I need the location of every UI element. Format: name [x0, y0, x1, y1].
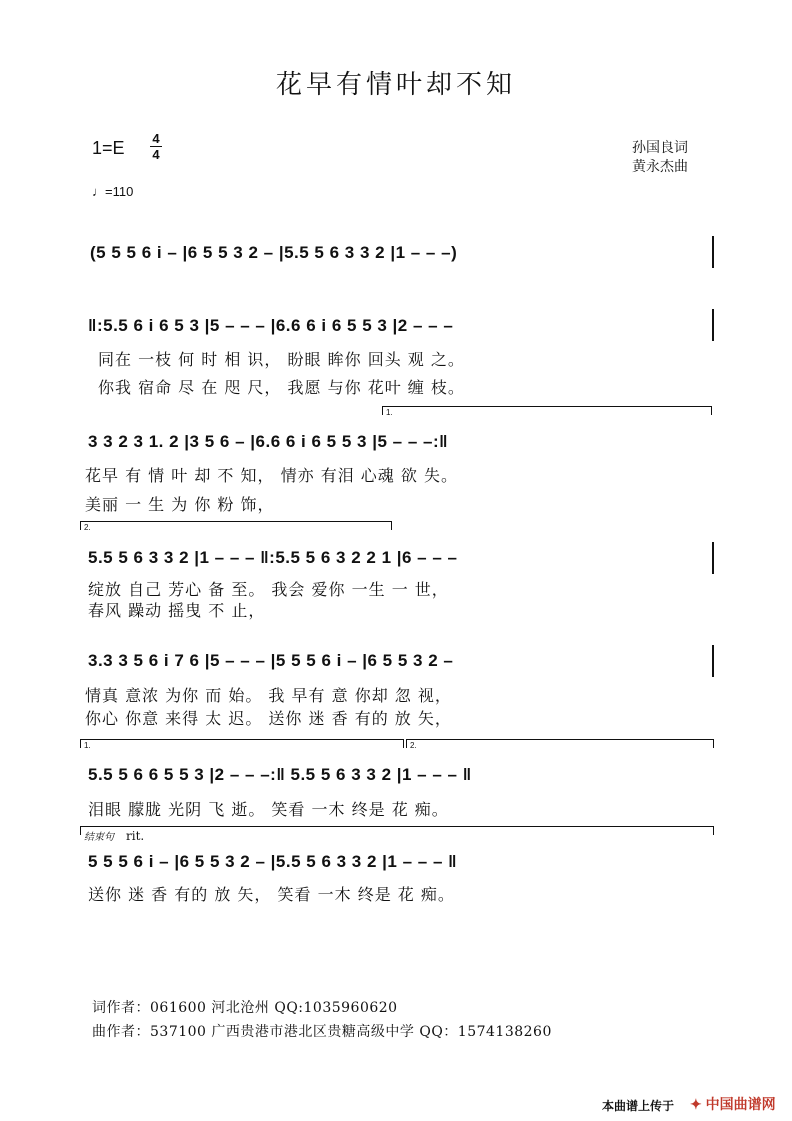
site-logo[interactable]	[690, 1094, 776, 1114]
time-signature-top: 4	[152, 131, 160, 146]
lyricist-credit: 孙国良词	[632, 140, 688, 156]
coda-label: 结束句	[84, 832, 114, 843]
key-signature: 1=E	[92, 138, 125, 158]
lyrics-5-verse-2: 你心 你意 来得 太 迟。 送你 迷 香 有的 放 矢，	[85, 709, 452, 728]
time-signature	[150, 132, 162, 161]
score-line-6: 5.5 5 6 6 5 5 3 |2 – – –:‖ 5.5 5 6 3 3 2 |1 – – – ‖	[88, 765, 472, 784]
volta-2b-label: 2.	[410, 741, 417, 750]
lyrics-4-verse-1: 绽放 自己 芳心 备 至。 我会 爱你 一生 一 世，	[88, 580, 449, 599]
lyrics-2-verse-1: 同在 一枝 何 时 相 识， 盼眼 眸你 回头 观 之。	[98, 350, 465, 369]
footer-lyricist-info: 词作者：061600 河北沧州 QQ:1035960620	[92, 1000, 398, 1016]
score-line-4: 5.5 5 6 3 3 2 |1 – – – ‖:5.5 5 6 3 2 2 1 |6 – – –	[88, 548, 458, 567]
lyrics-6: 泪眼 朦胧 光阴 飞 逝。 笑看 一木 终是 花 痴。	[88, 800, 449, 819]
lyrics-2-verse-2: 你我 宿命 尽 在 咫 尺， 我愿 与你 花叶 缠 枝。	[98, 378, 465, 397]
score-line-3: 3 3 2 3 1. 2 |3 5 6 – |6.6 6 i 6 5 5 3 |5 – – –:‖	[88, 432, 449, 451]
volta-2-label: 2.	[84, 523, 91, 532]
lyrics-3-verse-1: 花早 有 情 叶 却 不 知， 情亦 有泪 心魂 欲 失。	[85, 466, 458, 485]
score-line-2: ‖:5.5 6 i 6 5 3 |5 – – – |6.6 6 i 6 5 5 3 |2 – – –	[88, 316, 454, 335]
tempo-marking: ♩=110	[92, 184, 134, 199]
upload-note: 本曲谱上传于	[602, 1099, 675, 1113]
time-signature-bottom: 4	[152, 147, 160, 162]
site-logo-icon: ✦	[690, 1096, 702, 1112]
score-line-7: 5 5 5 6 i – |6 5 5 3 2 – |5.5 5 6 3 3 2 |1 – – – ‖	[88, 852, 458, 871]
rit-marking: rit.	[126, 829, 145, 843]
volta-1-label: 1.	[386, 408, 393, 417]
footer-composer-info: 曲作者：537100 广西贵港市港北区贵糖高级中学 QQ：1574138260	[92, 1024, 552, 1040]
lyrics-5-verse-1: 情真 意浓 为你 而 始。 我 早有 意 你却 忽 视，	[85, 686, 452, 705]
lyrics-3-verse-2: 美丽 一 生 为 你 粉 饰，	[85, 495, 275, 514]
page-title: 花早有情叶却不知	[275, 70, 516, 100]
lyrics-4-verse-2: 春风 躁动 摇曳 不 止，	[88, 601, 266, 620]
score-line-1: (5 5 5 6 i – |6 5 5 3 2 – |5.5 5 6 3 3 2 |1 – – –)	[90, 243, 458, 262]
score-line-5: 3.3 3 5 6 i 7 6 |5 – – – |5 5 5 6 i – |6 5 5 3 2 –	[88, 651, 454, 670]
composer-credit: 黄永杰曲	[632, 159, 688, 175]
lyrics-7: 送你 迷 香 有的 放 矢， 笑看 一木 终是 花 痴。	[88, 885, 455, 904]
volta-1b-label: 1.	[84, 741, 91, 750]
site-logo-text: 中国曲谱网	[705, 1096, 776, 1112]
